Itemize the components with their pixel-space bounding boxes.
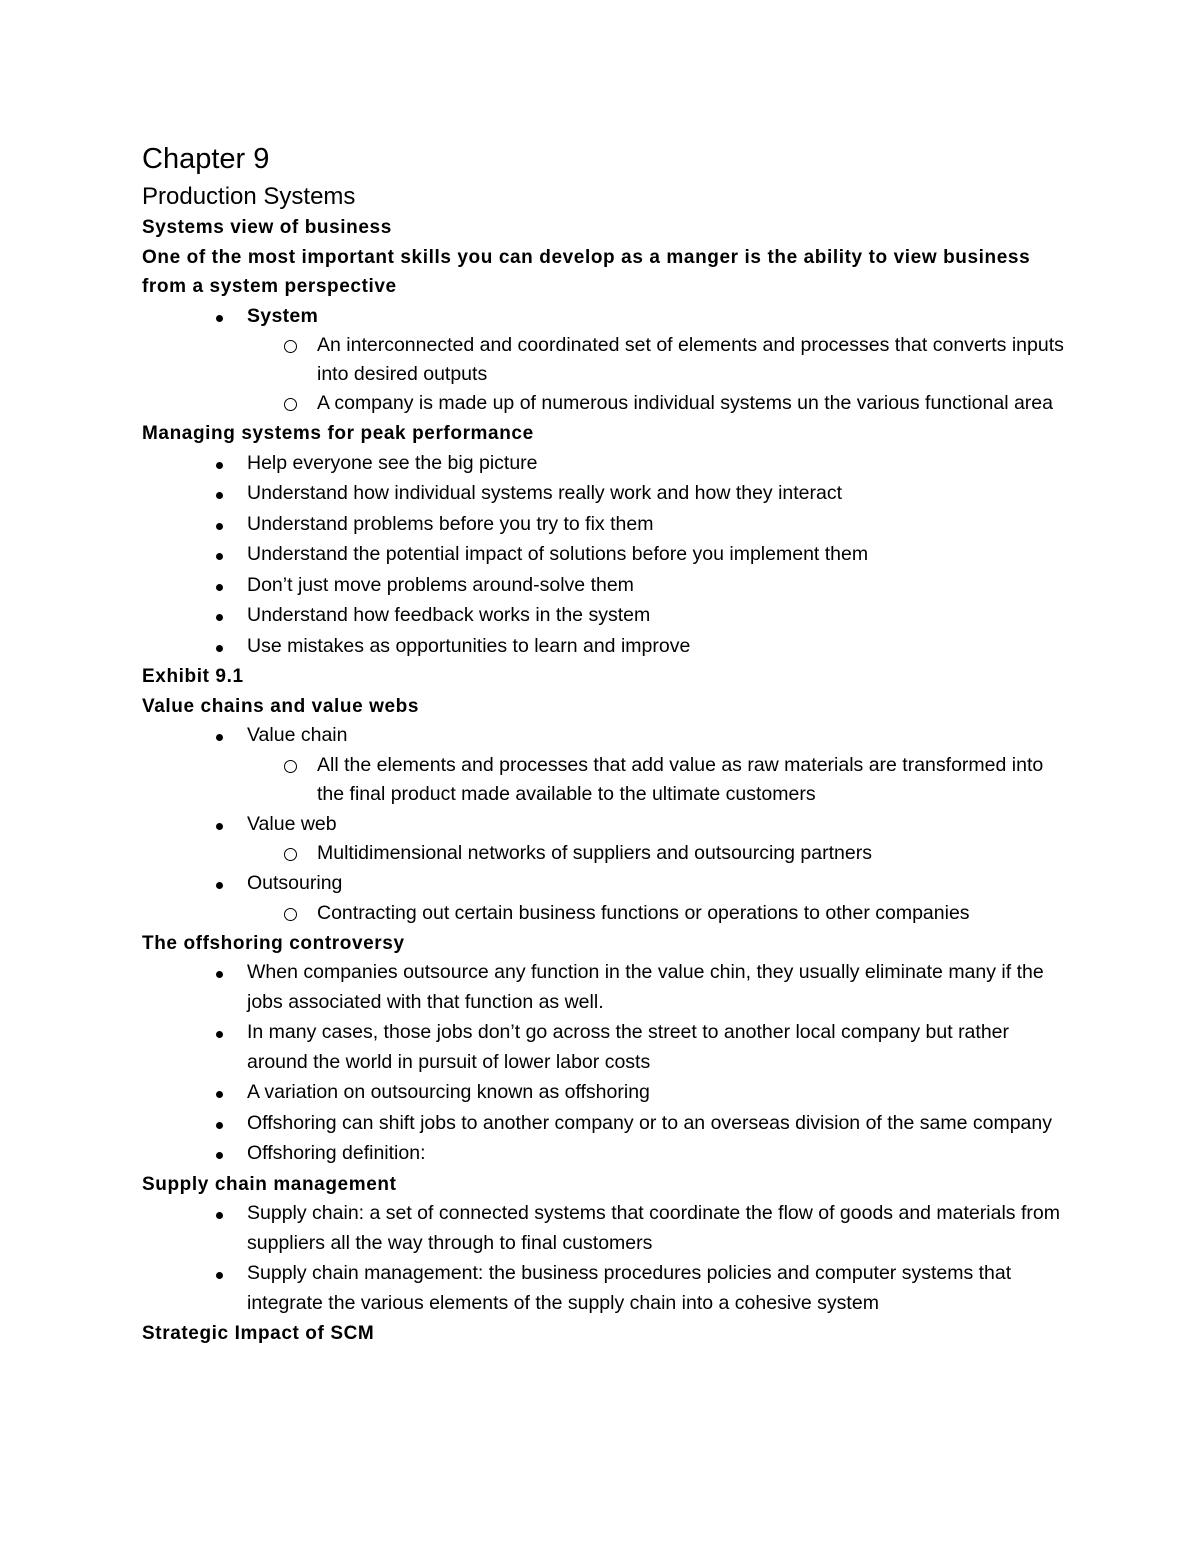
- item-text: Help everyone see the big picture: [247, 451, 538, 474]
- list-item: [142, 540, 1072, 570]
- item-text: Supply chain management: the business procedures policies and computer systems that integrate the various elements of the supply chain into a cohesive system: [247, 1262, 1012, 1314]
- sub-item-text: Multidimensional networks of suppliers and outsourcing partners: [317, 842, 872, 864]
- list-item: [142, 1109, 1072, 1139]
- scm-heading: Supply chain management: [142, 1173, 397, 1195]
- bullet-icon: [216, 1122, 223, 1129]
- outsouring-sublist: [247, 899, 1072, 928]
- list-item: [142, 958, 1072, 1017]
- bullet-icon: [216, 315, 223, 322]
- managing-heading: Managing systems for peak performance: [142, 423, 534, 444]
- document-page: [142, 140, 1072, 1349]
- bullet-icon: [216, 614, 223, 621]
- bullet-icon: [216, 1212, 223, 1219]
- sub-item-text: All the elements and processes that add value as raw materials are transformed into the final product made available to the ultimate customers: [317, 753, 1044, 805]
- list-item: [142, 721, 1072, 809]
- item-text: In many cases, those jobs don’t go across the street to another local company but rather around the world in pursuit of lower labor costs: [247, 1021, 1010, 1073]
- system-label: System: [247, 304, 319, 327]
- item-text: Understand how individual systems really work and how they interact: [247, 482, 843, 504]
- item-text: Understand problems before you try to fix them: [247, 512, 654, 535]
- outsouring-label: Outsouring: [247, 872, 343, 894]
- value-heading: Value chains and value webs: [142, 695, 420, 717]
- sub-list-item: [247, 331, 1072, 389]
- value-web-label: Value web: [247, 812, 337, 835]
- hollow-bullet-icon: [284, 908, 297, 921]
- list-item: [142, 869, 1072, 928]
- value-chain-sublist: [247, 751, 1072, 809]
- exhibit-heading: Exhibit 9.1: [142, 666, 244, 687]
- systems-lead: One of the most important skills you can develop as a manger is the ability to view business from a system perspective: [142, 246, 1031, 297]
- offshoring-heading: The offshoring controversy: [142, 932, 405, 954]
- sub-list-item: [247, 389, 1072, 418]
- list-item: [142, 1259, 1072, 1318]
- bullet-icon: [216, 1031, 223, 1038]
- item-text: When companies outsource any function in the value chin, they usually eliminate many if the jobs associated with that function as well.: [247, 961, 1044, 1013]
- bullet-icon: [216, 1272, 223, 1279]
- item-text: Understand the potential impact of solutions before you implement them: [247, 543, 869, 565]
- bullet-icon: [216, 553, 223, 560]
- value-web-sublist: [247, 839, 1072, 868]
- item-text: Don’t just move problems around-solve them: [247, 573, 634, 596]
- list-item: [142, 302, 1072, 419]
- list-item: [142, 510, 1072, 540]
- bullet-icon: [216, 971, 223, 978]
- bullet-icon: [216, 734, 223, 741]
- chapter-title: Chapter 9: [142, 143, 270, 175]
- list-item: [142, 449, 1072, 479]
- bullet-icon: [216, 523, 223, 530]
- bullet-icon: [216, 492, 223, 499]
- item-text: Offshoring can shift jobs to another company or to an overseas division of the same company: [247, 1111, 1052, 1134]
- sub-item-text: An interconnected and coordinated set of elements and processes that converts inputs into desired outputs: [317, 334, 1064, 385]
- system-sublist: [247, 331, 1072, 418]
- strategic-heading: Strategic Impact of SCM: [142, 1323, 375, 1344]
- list-item: [142, 479, 1072, 509]
- scm-list: [142, 1199, 1072, 1318]
- bullet-icon: [216, 1152, 223, 1159]
- item-text: A variation on outsourcing known as offshoring: [247, 1081, 650, 1103]
- list-item: [142, 1199, 1072, 1258]
- hollow-bullet-icon: [284, 848, 297, 861]
- hollow-bullet-icon: [284, 340, 297, 353]
- value-chain-label: Value chain: [247, 724, 348, 746]
- list-item: [142, 810, 1072, 869]
- sub-item-text: A company is made up of numerous individual systems un the various functional area: [317, 392, 1053, 414]
- sub-item-text: Contracting out certain business functions or operations to other companies: [317, 901, 970, 924]
- list-item: [142, 1018, 1072, 1077]
- item-text: Offshoring definition:: [247, 1142, 426, 1164]
- managing-list: [142, 449, 1072, 662]
- list-item: [142, 571, 1072, 601]
- value-list: [142, 721, 1072, 928]
- item-text: Supply chain: a set of connected systems that coordinate the flow of goods and materials from suppliers all the way through to final customers: [247, 1202, 1060, 1254]
- list-item: [142, 632, 1072, 662]
- bullet-icon: [216, 823, 223, 830]
- bullet-icon: [216, 584, 223, 591]
- list-item: [142, 1078, 1072, 1108]
- bullet-icon: [216, 462, 223, 469]
- sub-list-item: [247, 839, 1072, 868]
- hollow-bullet-icon: [284, 398, 297, 411]
- item-text: Use mistakes as opportunities to learn and improve: [247, 634, 691, 657]
- section-title: Production Systems: [142, 183, 356, 210]
- offshoring-list: [142, 958, 1072, 1169]
- systems-heading: Systems view of business: [142, 217, 392, 238]
- sub-list-item: [247, 899, 1072, 928]
- item-text: Understand how feedback works in the system: [247, 604, 651, 626]
- system-list: [142, 302, 1072, 419]
- bullet-icon: [216, 645, 223, 652]
- bullet-icon: [216, 882, 223, 889]
- list-item: [142, 601, 1072, 631]
- list-item: [142, 1139, 1072, 1169]
- sub-list-item: [247, 751, 1072, 809]
- bullet-icon: [216, 1091, 223, 1098]
- hollow-bullet-icon: [284, 760, 297, 773]
